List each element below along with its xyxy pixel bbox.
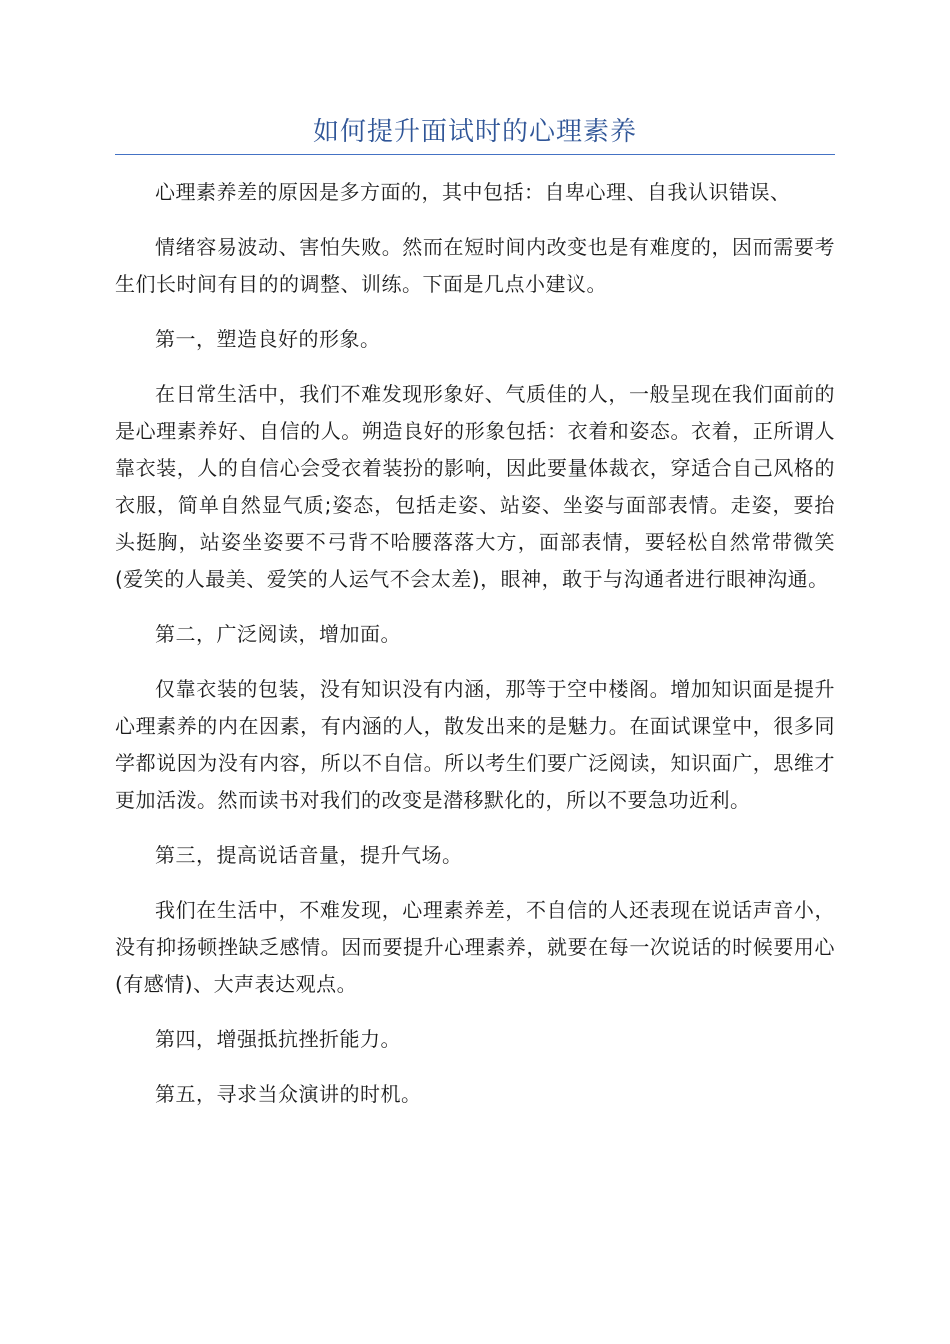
paragraph-reading: 仅靠衣装的包装，没有知识没有内涵，那等于空中楼阁。增加知识面是提升心理素养的内在因素，有内涵的人，散发出来的是魅力。在面试课堂中，很多同学都说因为没有内容，所以不自信。所以考生们要广泛阅读，知识面广，思维才更加活泼。然而读书对我们的改变是潜移默化的，所以不要急功近利。: [115, 677, 835, 812]
heading-fourth: 第四，增强抵抗挫折能力。: [155, 1027, 401, 1051]
title-underline: [115, 154, 835, 155]
paragraph-voice: 我们在生活中，不难发现，心理素养差，不自信的人还表现在说话声音小，没有抑扬顿挫缺乏感情。因而要提升心理素养，就要在每一次说话的时候要用心(有感情)、大声表达观点。: [115, 898, 835, 996]
paragraph-intro: 情绪容易波动、害怕失败。然而在短时间内改变也是有难度的，因而需要考生们长时间有目的的调整、训练。下面是几点小建议。: [115, 235, 835, 296]
paragraph-image: 在日常生活中，我们不难发现形象好、气质佳的人，一般呈现在我们面前的是心理素养好、自信的人。朔造良好的形象包括：衣着和姿态。衣着，正所谓人靠衣装，人的自信心会受衣着装扮的影响，因此要量体裁衣，穿适合自己风格的衣服，简单自然显气质;姿态，包括走姿、站姿、坐姿与面部表情。走姿，要抬头挺胸，站姿坐姿要不弓背不哈腰落落大方，面部表情，要轻松自然常带微笑(爱笑的人最美、爱笑的人运气不会太差)，眼神，敢于与沟通者进行眼神沟通。: [115, 382, 835, 591]
paragraph-causes: 心理素养差的原因是多方面的，其中包括：自卑心理、自我认识错误、: [155, 180, 791, 204]
heading-second: 第二，广泛阅读，增加面。: [155, 622, 401, 646]
heading-third: 第三，提高说话音量，提升气场。: [155, 843, 463, 867]
heading-first: 第一，塑造良好的形象。: [155, 327, 381, 351]
heading-fifth: 第五，寻求当众演讲的时机。: [155, 1082, 422, 1106]
document-body: [115, 174, 835, 1131]
document-title: 如何提升面试时的心理素养: [312, 117, 637, 147]
